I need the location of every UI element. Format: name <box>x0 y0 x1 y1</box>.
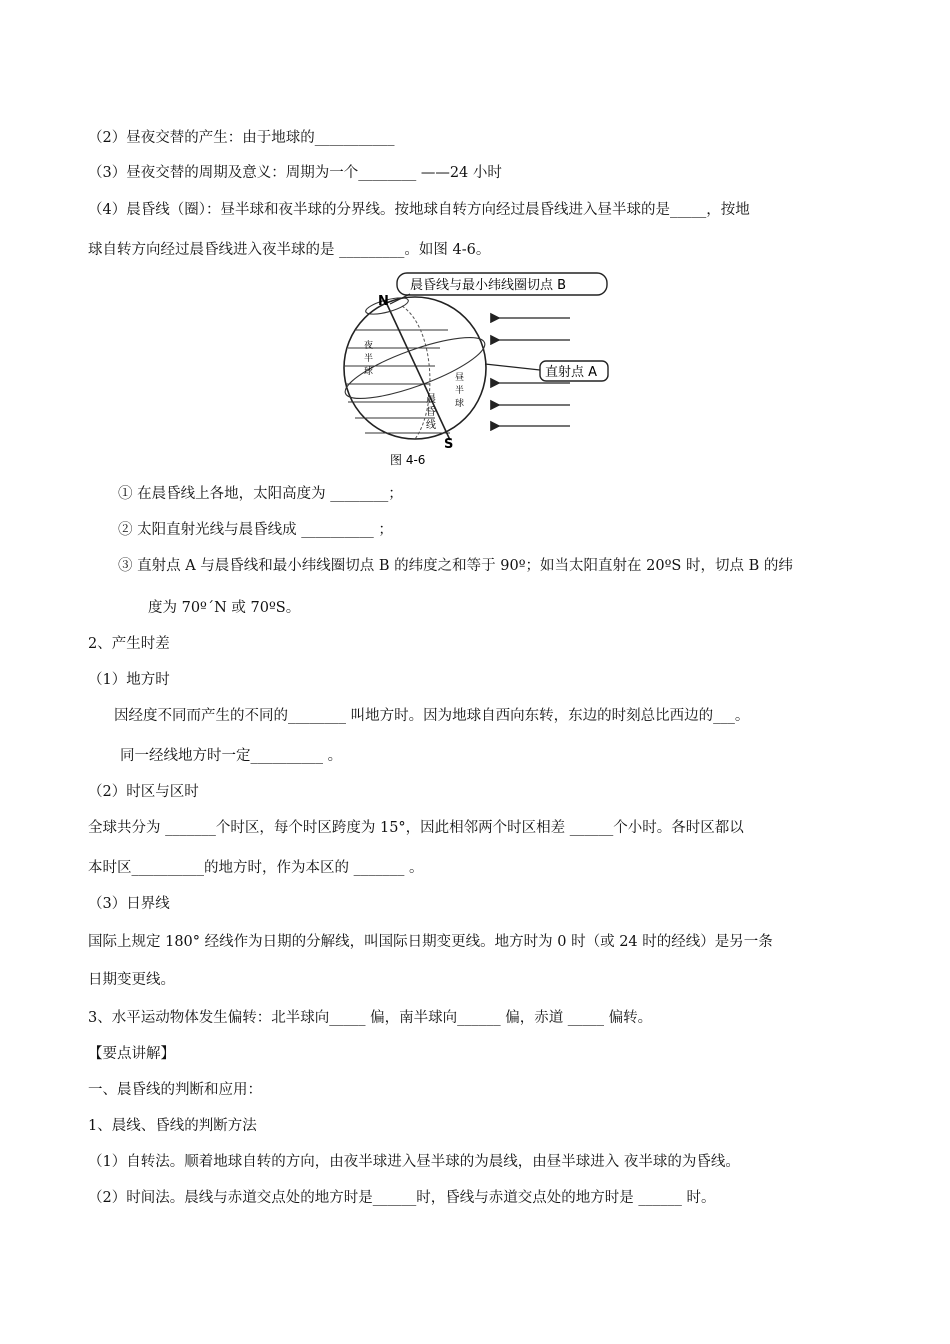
label-s: S <box>444 437 454 452</box>
callout-b-label: 晨昏线与最小纬线圈切点 B <box>410 278 567 293</box>
text-line-7: ③ 直射点 A 与晨昏线和最小纬线圈切点 B 的纬度之和等于 90º；如当太阳直射在 20ºS 时，切点 B 的纬 <box>118 558 793 574</box>
text-line-23: （1）自转法。顺着地球自转的方向，由夜半球进入昼半球的为晨线，由昼半球进入 夜半球的为昏线。 <box>88 1154 740 1170</box>
text-line-11: 因经度不同而产生的不同的________ 叫地方时。因为地球自西向东转，东边的时刻总比西边的___。 <box>114 708 750 724</box>
text-line-10: （1）地方时 <box>88 672 170 688</box>
svg-text:球: 球 <box>364 367 374 377</box>
text-line-12: 同一经线地方时一定__________ 。 <box>120 748 343 764</box>
svg-text:昼: 昼 <box>455 373 465 383</box>
terminator-line <box>385 300 450 440</box>
callout-a-pointer <box>485 364 540 370</box>
text-line-16: （3）日界线 <box>88 896 170 912</box>
text-line-17: 国际上规定 180° 经线作为日期的分解线，叫国际日期变更线。地方时为 0 时（或 24 时的经线）是另一条 <box>88 934 773 950</box>
svg-text:昏: 昏 <box>426 407 436 418</box>
text-line-22: 1、晨线、昏线的判断方法 <box>88 1118 257 1134</box>
text-line-2: （3）昼夜交替的周期及意义：周期为一个________ ——24 小时 <box>88 165 502 181</box>
text-line-9: 2、产生时差 <box>88 636 170 652</box>
text-line-19: 3、水平运动物体发生偏转：北半球向_____ 偏，南半球向______ 偏，赤道 _____ 偏转。 <box>88 1010 653 1026</box>
svg-text:晨: 晨 <box>426 394 436 405</box>
text-line-14: 全球共分为 _______个时区，每个时区跨度为 15°，因此相邻两个时区相差 ______个小时。各时区都以 <box>88 820 744 836</box>
text-line-5: ① 在晨昏线上各地，太阳高度为 ________； <box>118 486 403 502</box>
day-hemisphere-label <box>455 372 464 409</box>
text-line-20: 【要点讲解】 <box>88 1046 175 1062</box>
figure-caption: 图 4-6 <box>390 453 426 467</box>
label-n: N <box>378 294 389 309</box>
svg-text:半: 半 <box>455 386 465 396</box>
terminator-label <box>426 393 436 431</box>
figure-4-6 <box>340 268 620 473</box>
text-line-13: （2）时区与区时 <box>88 784 199 800</box>
text-line-6: ② 太阳直射光线与晨昏线成 __________ ； <box>118 522 393 538</box>
text-line-21: 一、晨昏线的判断和应用： <box>88 1082 262 1098</box>
text-line-3: （4）晨昏线（圈）：昼半球和夜半球的分界线。按地球自转方向经过晨昏线进入昼半球的是_____，按地 <box>88 202 750 218</box>
text-line-8: 度为 70º´N 或 70ºS。 <box>148 600 301 616</box>
text-line-4: 球自转方向经过晨昏线进入夜半球的是 _________。如图 4-6。 <box>88 242 491 258</box>
svg-text:夜: 夜 <box>364 341 374 351</box>
text-line-24: （2）时间法。晨线与赤道交点处的地方时是______时，昏线与赤道交点处的地方时是 ______ 时。 <box>88 1190 716 1206</box>
text-line-15: 本时区__________的地方时，作为本区的 _______ 。 <box>88 860 424 876</box>
svg-text:线: 线 <box>426 420 436 431</box>
callout-a-label: 直射点 A <box>545 365 598 380</box>
svg-text:球: 球 <box>455 399 465 409</box>
svg-text:半: 半 <box>364 354 374 364</box>
night-hemisphere-label <box>364 339 373 377</box>
text-line-1: （2）昼夜交替的产生：由于地球的___________ <box>88 130 395 146</box>
text-line-18: 日期变更线。 <box>88 972 175 988</box>
equator-ellipse <box>340 326 491 410</box>
